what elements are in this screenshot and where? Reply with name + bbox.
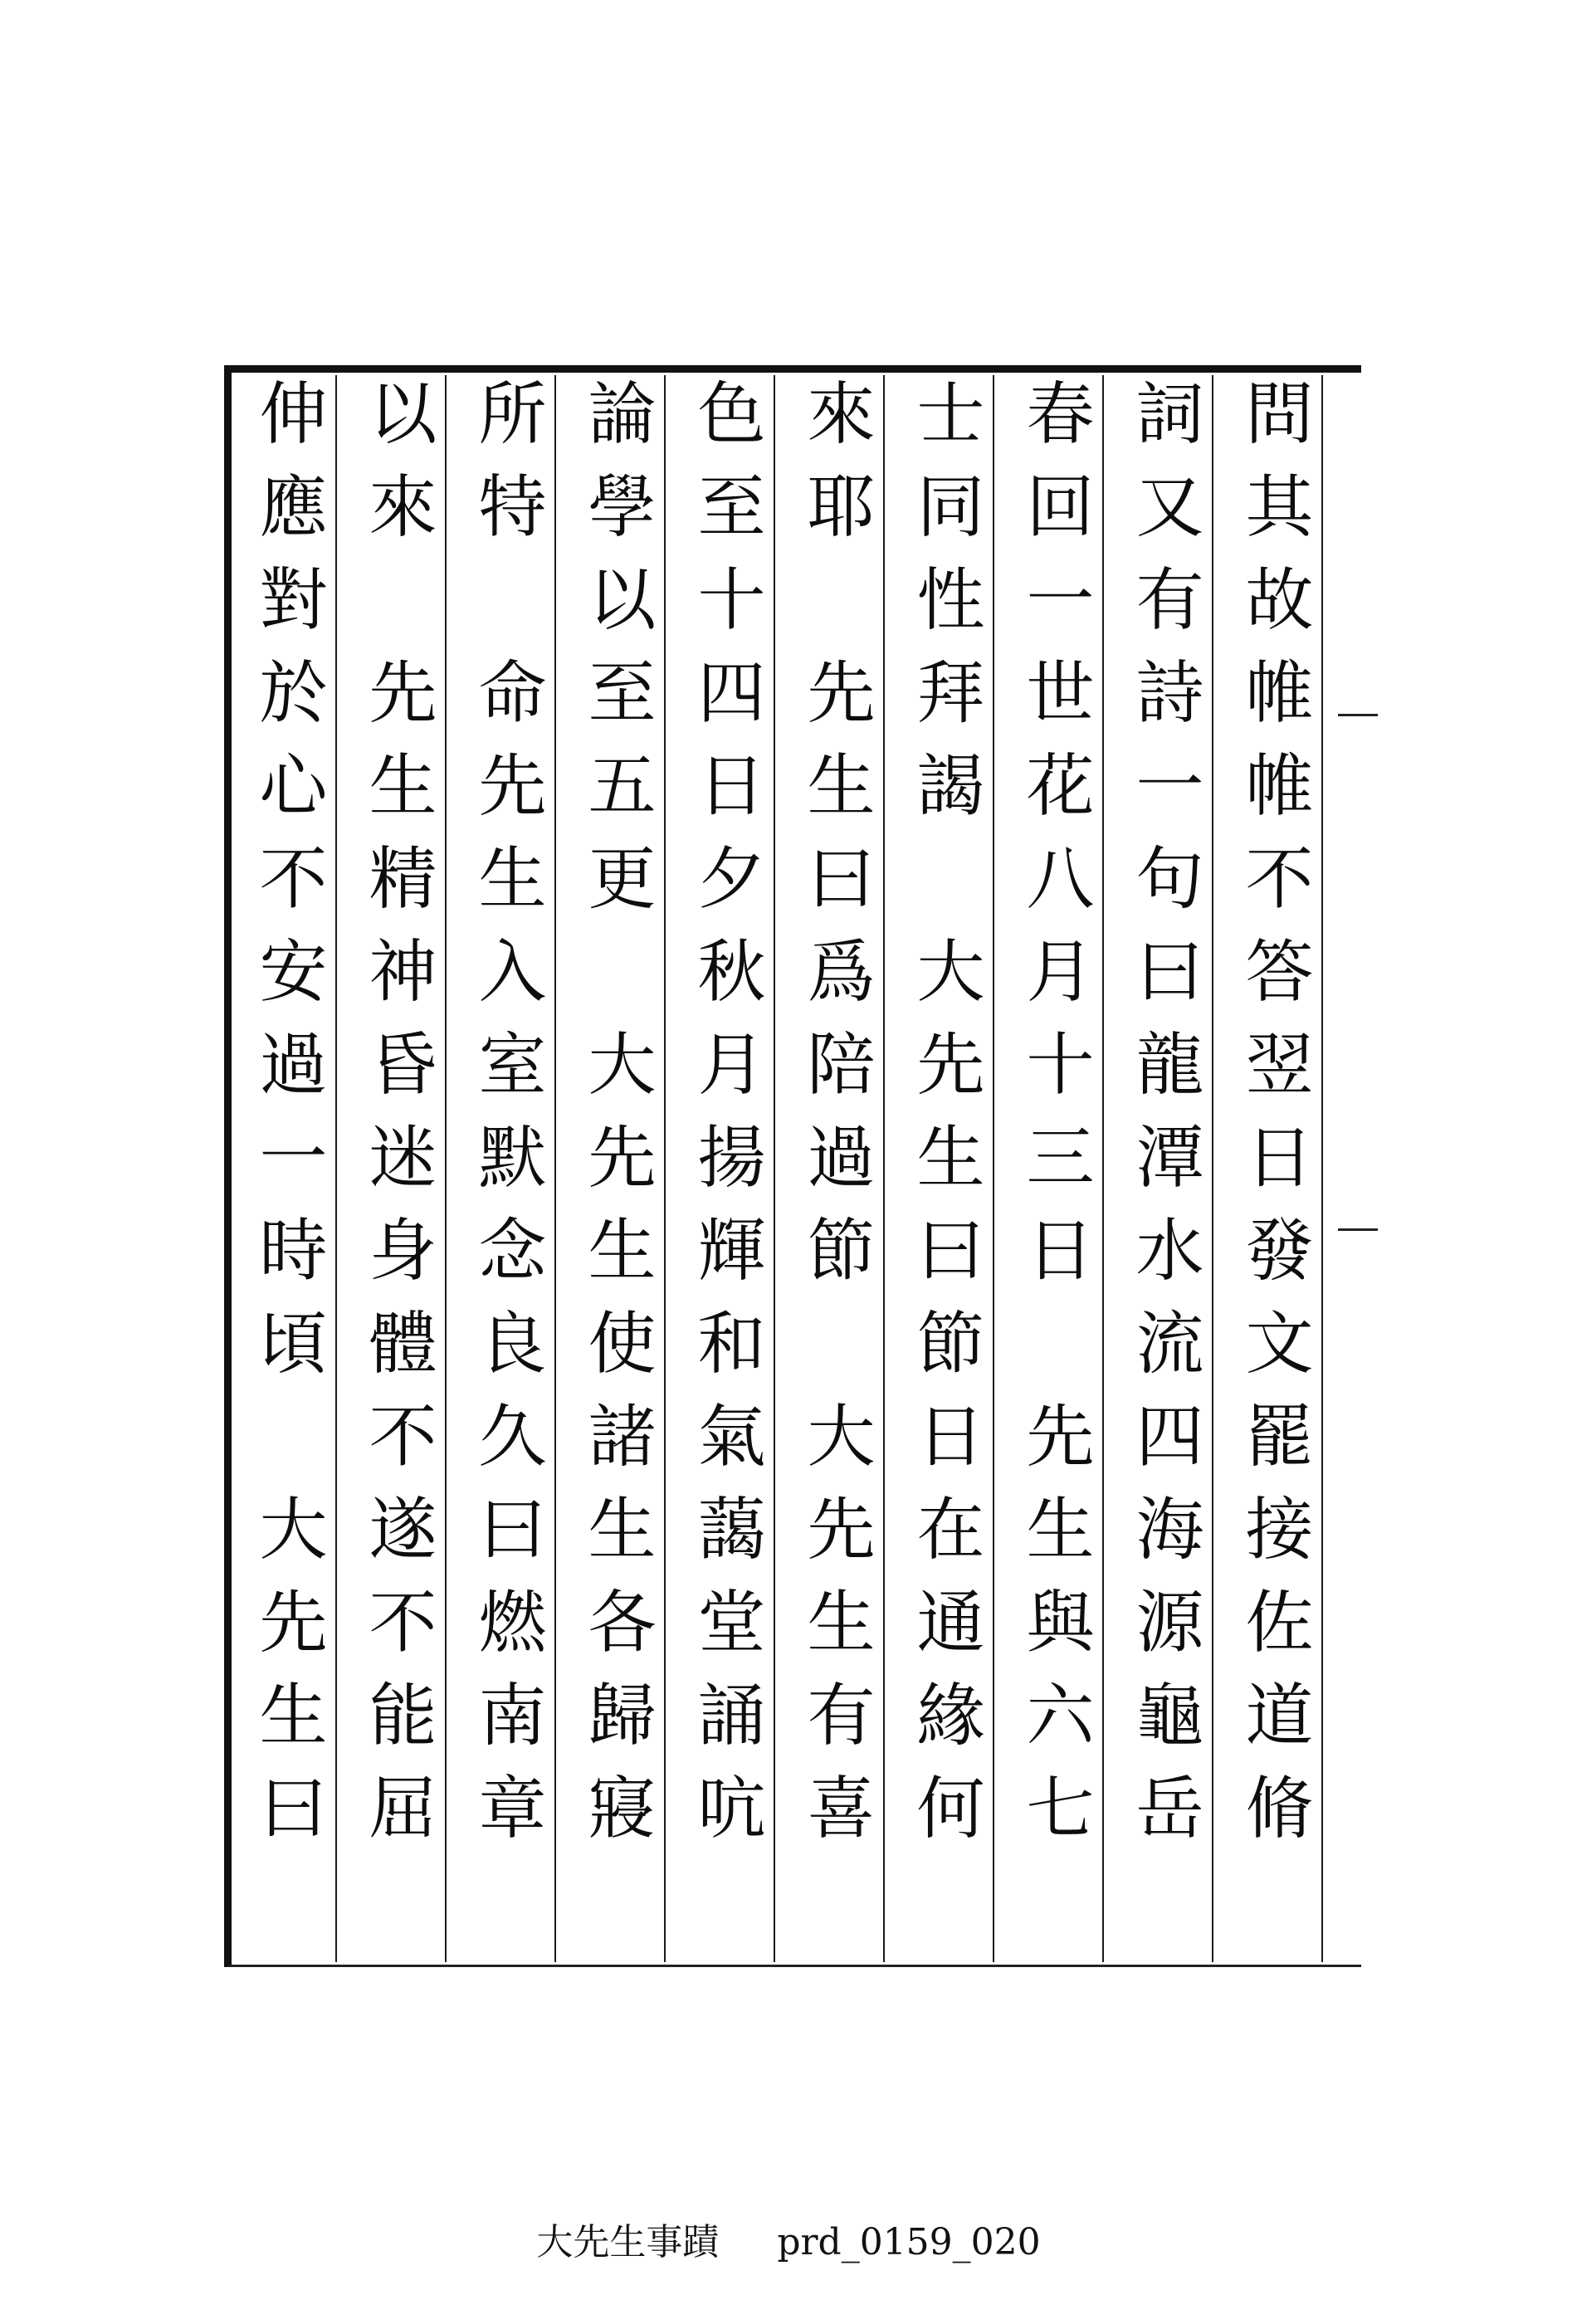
text-column: 論學以至五更 大先生使諸生各歸寢 (577, 378, 656, 1865)
text-column: 問其故帷帷不答翌日發文罷接佐道脩 (1234, 378, 1313, 1865)
footer-title: 大先生事蹟 (536, 2221, 720, 2263)
text-column: 春回一世花八月十三日 先生與六七 (1015, 378, 1094, 1865)
text-column: 來耶 先生曰爲陪過節 大先生有喜 (796, 378, 875, 1865)
page-footer (0, 2212, 1577, 2265)
text-column: 詞又有詩一句曰龍潭水流四海源龜岳 (1125, 378, 1204, 1865)
footer-code: prd_0159_020 (777, 2221, 1041, 2263)
text-column: 伸應對於心不安過一時頃 大先生曰 (248, 378, 327, 1865)
text-columns (232, 378, 1328, 1963)
text-column: 所特 命先生入室默念良久曰燃南章 (467, 378, 546, 1865)
text-column: 色至十四日夕秋月揚輝和氣藹堂誦吭 (686, 378, 765, 1865)
text-column: 以來 先生精神昏迷身體不遂不能屈 (358, 378, 437, 1865)
text-column: 士同性拜謁 大先生曰節日在通緣何 (906, 378, 984, 1865)
